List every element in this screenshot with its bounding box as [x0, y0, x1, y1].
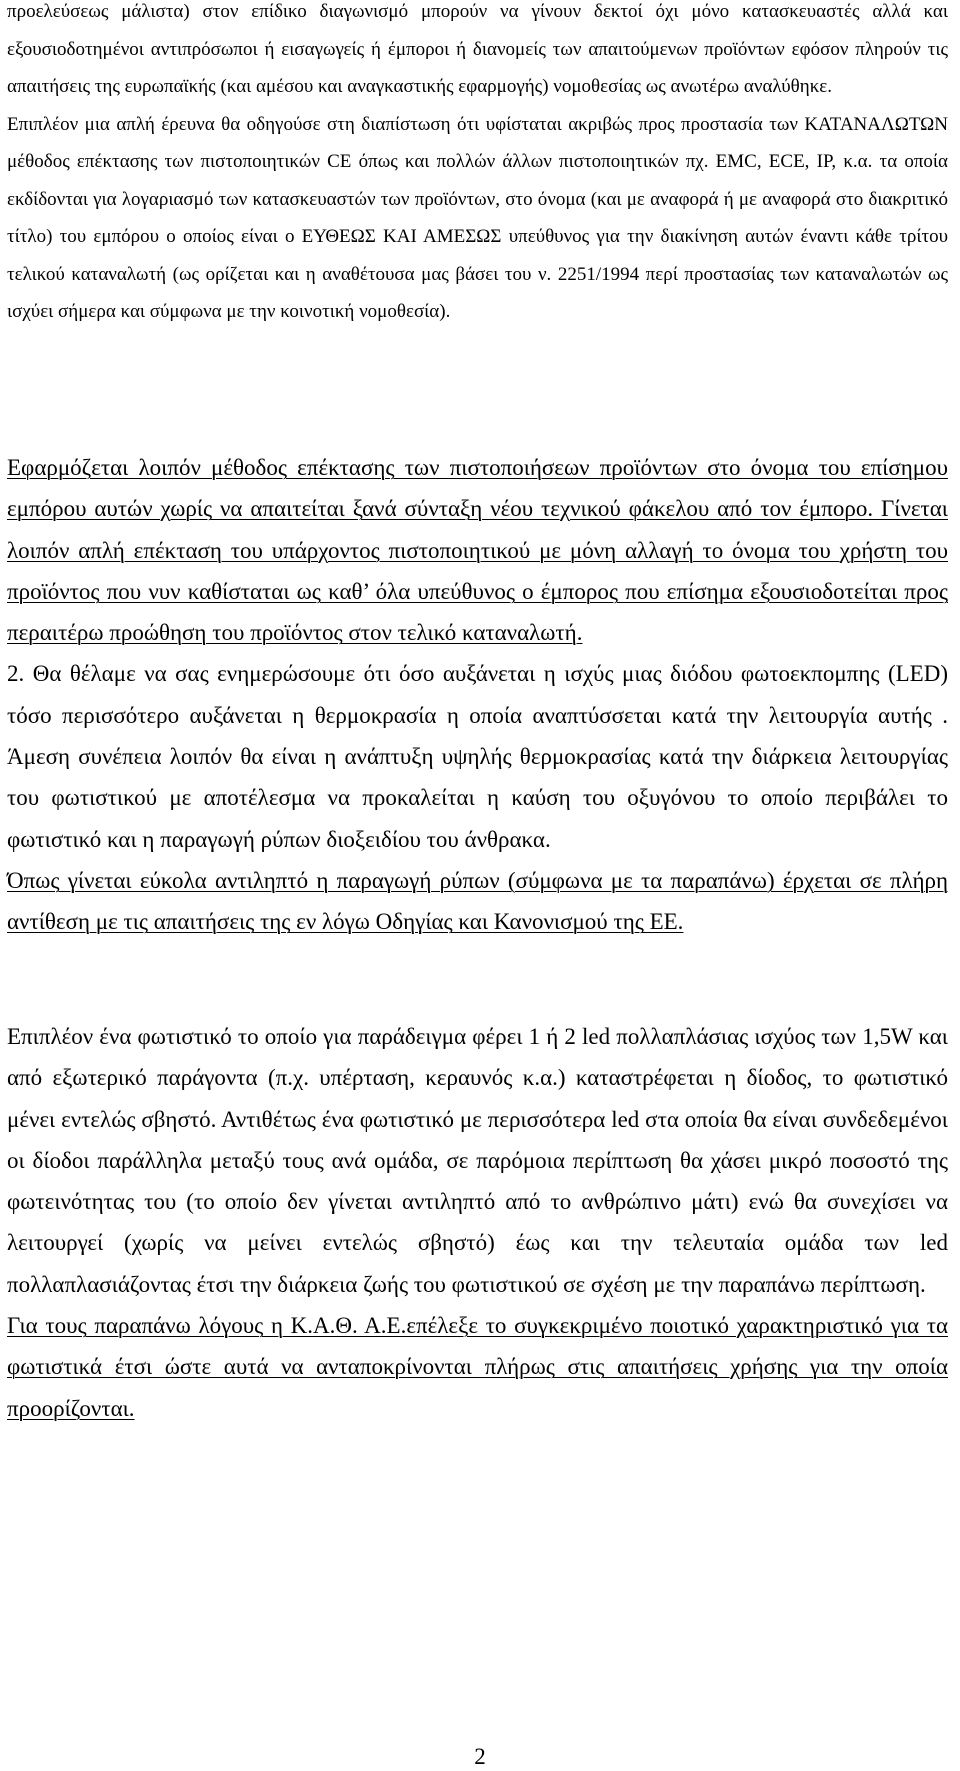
text-block-top	[7, 0, 948, 331]
text-block-bottom	[7, 1016, 948, 1429]
paragraph-conclusion: Για τους παραπάνω λόγους η Κ.Α.Θ. Α.Ε.επέλεξε το συγκεκριμένο ποιοτικό χαρακτηριστικό για τα φωτιστικά έτσι ώστε αυτά να ανταποκρίνονται πλήρως στις απαιτήσεις χρήσης για την οποία προορίζονται.	[7, 1313, 948, 1421]
paragraph-certificate-extension: Επιπλέον μια απλή έρευνα θα οδηγούσε στη διαπίστωση ότι υφίσταται ακριβώς προς προστασία των ΚΑΤΑΝΑΛΩΤΩΝ μέθοδος επέκτασης των πιστοποιητικών CE όπως και πολλών άλλων πιστοποιητικών πχ. EMC, ECE, IP, κ.α. τα οποία εκδίδονται για λογαριασμό των κατασκευαστών των προϊόντων, στο όνομα (και με αναφορά ή με αναφορά στο διακριτικό τίτλο) του εμπόρου ο οποίος είναι ο ΕΥΘΕΩΣ ΚΑΙ ΑΜΕΣΩΣ υπεύθυνος για την διακίνηση αυτών έναντι κάθε τρίτου τελικού καταναλωτή (ως ορίζεται και η αναθέτουσα μας βάσει του ν. 2251/1994 περί προστασίας των καταναλωτών ως ισχύει σήμερα και σύμφωνα με την κοινοτική νομοθεσία).	[7, 113, 948, 322]
text-block-middle	[7, 447, 948, 943]
paragraph-led-temperature: 2. Θα θέλαμε να σας ενημερώσουμε ότι όσο αυξάνεται η ισχύς μιας διόδου φωτοεκπομπης (LED) τόσο περισσότερο αυξάνεται η θερμοκρασία η οποία αναπτύσσεται κατά την λειτουργία αυτής . Άμεση συνέπεια λοιπόν θα είναι η ανάπτυξη υψηλής θερμοκρασίας κατά την διάρκεια λειτουργίας του φωτιστικού με αποτέλεσμα να προκαλείται η καύση του οξυγόνου το οποίο περιβάλει το φωτιστικό και η παραγωγή ρύπων διοξειδίου του άνθρακα.	[7, 661, 948, 852]
paragraph-distributors: προελεύσεως μάλιστα) στον επίδικο διαγωνισμό μπορούν να γίνουν δεκτοί όχι μόνο κατασκευαστές αλλά και εξουσιοδοτημένοι αντιπρόσωποι ή εισαγωγείς ή έμποροι ή διανομείς των απαιτούμενων προϊόντων εφόσον πληρούν τις απαιτήσεις της ευρωπαϊκής (και αμέσου και αναγκαστικής εφαρμογής) νομοθεσίας ως ανωτέρω αναλύθηκε.	[7, 1, 948, 97]
paragraph-led-redundancy: Επιπλέον ένα φωτιστικό το οποίο για παράδειγμα φέρει 1 ή 2 led πολλαπλάσιας ισχύος των 1,5W και από εξωτερικό παράγοντα (π.χ. υπέρταση, κεραυνός κ.α.) καταστρέφεται η δίοδος, το φωτιστικό μένει εντελώς σβηστό. Αντιθέτως ένα φωτιστικό με περισσότερα led στα οποία θα είναι συνδεδεμένοι οι δίοδοι παράλληλα μεταξύ τους ανά ομάδα, σε παρόμοια περίπτωση θα χάσει μικρό ποσοστό της φωτεινότητας του (το οποίο δεν γίνεται αντιληπτό από το ανθρώπινο μάτι) ενώ θα συνεχίσει να λειτουργεί (χωρίς να μείνει εντελώς σβηστό) έως και την τελευταία ομάδα των led πολλαπλασιάζοντας έτσι την διάρκεια ζωής του φωτιστικού σε σχέση με την παραπάνω περίπτωση.	[7, 1024, 948, 1297]
page-number: 2	[474, 1744, 486, 1769]
paragraph-eu-conflict: Όπως γίνεται εύκολα αντιληπτό η παραγωγή ρύπων (σύμφωνα με τα παραπάνω) έρχεται σε πλήρη αντίθεση με τις απαιτήσεις της εν λόγω Οδηγίας και Κανονισμού της ΕΕ.	[7, 867, 948, 935]
paragraph-extension-method: Εφαρμόζεται λοιπόν μέθοδος επέκτασης των πιστοποιήσεων προϊόντων στο όνομα του επίσημου εμπόρου αυτών χωρίς να απαιτείται ξανά σύνταξη νέου τεχνικού φάκελου από τον έμπορο. Γίνεται λοιπόν απλή επέκταση του υπάρχοντος πιστοποιητικού με μόνη αλλαγή το όνομα του χρήστη του προϊόντος που νυν καθίσταται ως καθ’ όλα υπεύθυνος ο έμπορος που επίσημα εξουσιοδοτείται προς περαιτέρω προώθηση του προϊόντος στον τελικό καταναλωτή.	[7, 455, 948, 646]
